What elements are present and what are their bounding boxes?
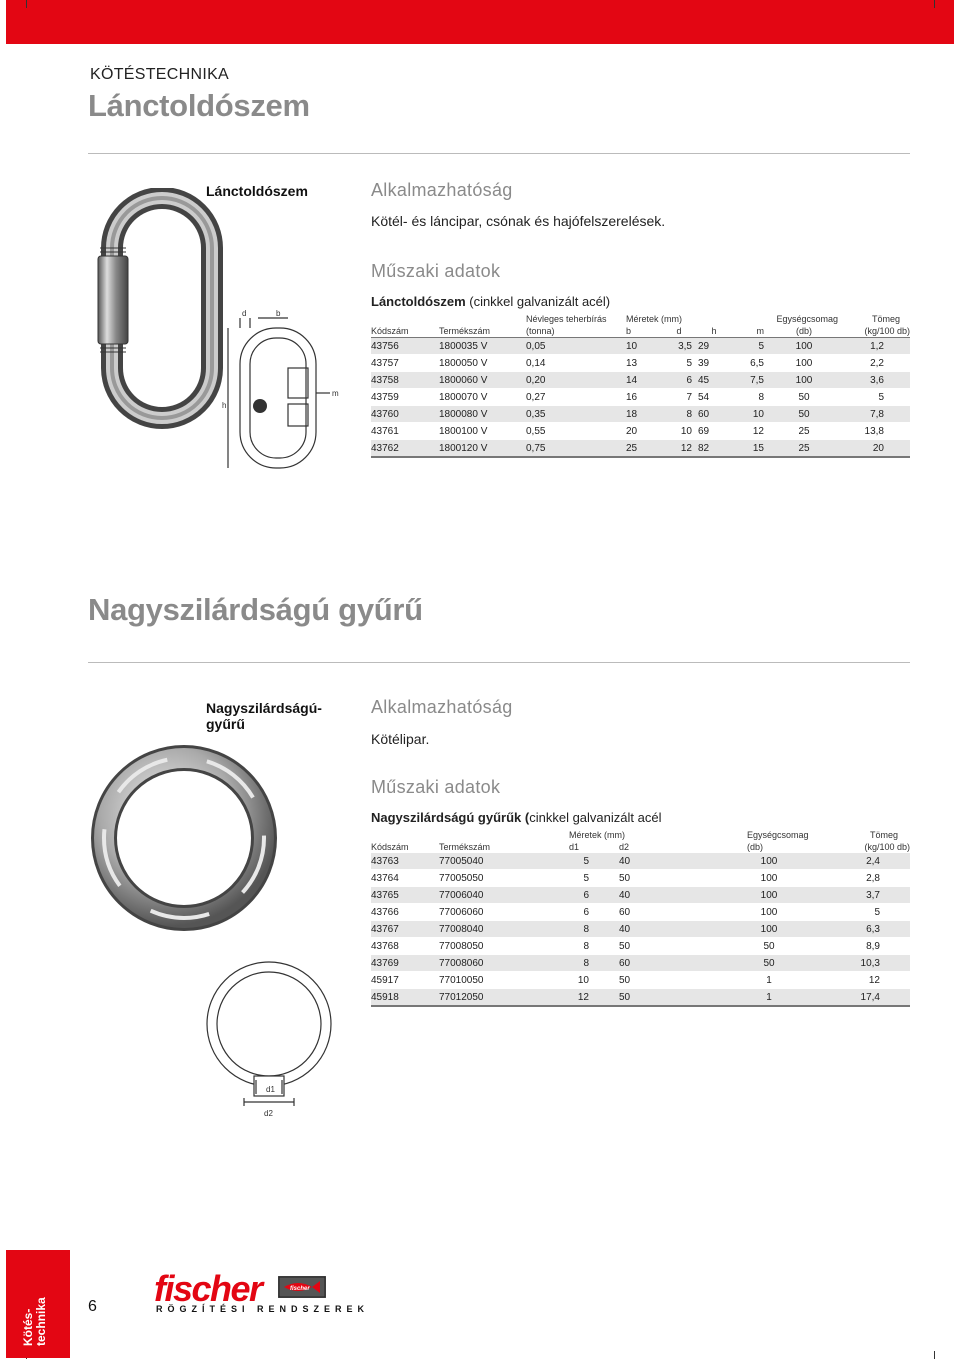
cell-d: 7 (660, 389, 698, 406)
header-cell: h (711, 326, 717, 336)
header-pack: Egységcsomag (776, 314, 838, 324)
table-row (371, 989, 910, 1007)
cell-pack: 100 (770, 355, 838, 372)
cell-weight: 10,3 (827, 955, 910, 972)
cell-weight: 3,6 (838, 372, 910, 389)
cell-capacity: 0,75 (526, 440, 626, 458)
cell-code: 43760 (371, 406, 439, 423)
cell-d: 5 (660, 355, 698, 372)
cell-weight: 1,2 (838, 338, 910, 355)
section2-tech-heading: Műszaki adatok (371, 777, 501, 797)
cell-d2: 50 (619, 938, 747, 955)
cell-d2: 60 (619, 955, 747, 972)
cell-d: 12 (660, 440, 698, 458)
table-row (371, 887, 910, 904)
cell-pack: 100 (747, 904, 827, 921)
quick-link-illustration (90, 188, 350, 478)
cell-pack: 50 (747, 955, 827, 972)
chapter-tab-line1: Kötés- (21, 1308, 35, 1346)
header-cell: (db) (795, 326, 812, 336)
table-row (371, 853, 910, 870)
table-row (371, 406, 910, 423)
cell-d2: 40 (619, 853, 747, 870)
diagram-label-d2: d2 (264, 1109, 273, 1118)
cell-product: 77005040 (439, 853, 569, 870)
cell-code: 43757 (371, 355, 439, 372)
cell-m: 8 (730, 389, 770, 406)
cell-d2: 50 (619, 972, 747, 989)
header-weight: Tömeg (871, 314, 900, 324)
caption-bold: Lánctoldószem (371, 294, 466, 309)
section1-side-label: Lánctoldószem (206, 183, 308, 199)
cell-h: 82 (698, 440, 730, 458)
table-row (371, 972, 910, 989)
cell-code: 43761 (371, 423, 439, 440)
cell-pack: 1 (747, 989, 827, 1007)
header-weight: Tömeg (869, 830, 898, 840)
section2-application-text: Kötélipar. (371, 731, 430, 747)
table-row (371, 338, 910, 355)
section2-side-label (206, 700, 322, 732)
ring-illustration (86, 740, 356, 1120)
diagram-label-m: m (332, 389, 339, 398)
cell-pack: 100 (770, 372, 838, 389)
cell-b: 10 (626, 338, 660, 355)
cell-product: 77006040 (439, 887, 569, 904)
cell-h: 39 (698, 355, 730, 372)
header-cell: (db) (747, 842, 764, 852)
cell-weight: 17,4 (827, 989, 910, 1007)
table-row (371, 355, 910, 372)
table-row (371, 870, 910, 887)
cell-d2: 40 (619, 921, 747, 938)
cell-weight: 20 (838, 440, 910, 458)
cell-h: 60 (698, 406, 730, 423)
cell-weight: 5 (827, 904, 910, 921)
section2-table (371, 829, 910, 1007)
cell-pack: 100 (747, 921, 827, 938)
cell-h: 29 (698, 338, 730, 355)
cell-d1: 8 (569, 921, 619, 938)
cell-weight: 5 (838, 389, 910, 406)
cell-m: 10 (730, 406, 770, 423)
top-red-bar (6, 0, 954, 44)
cell-weight: 12 (827, 972, 910, 989)
cell-code: 43756 (371, 338, 439, 355)
cell-weight: 3,7 (827, 887, 910, 904)
cell-code: 45918 (371, 989, 439, 1007)
section1-table (371, 313, 910, 458)
cell-b: 20 (626, 423, 660, 440)
category-label: KÖTÉSTECHNIKA (90, 66, 230, 83)
cell-product: 77006060 (439, 904, 569, 921)
cell-product: 77008050 (439, 938, 569, 955)
cell-weight: 6,3 (827, 921, 910, 938)
caption-rest: (cinkkel galvanizált acél) (465, 294, 611, 309)
cell-pack: 50 (770, 406, 838, 423)
fischer-logo: fischer (154, 1268, 262, 1309)
cell-b: 18 (626, 406, 660, 423)
cell-pack: 100 (770, 338, 838, 355)
header-nominal: Névleges teherbírás (526, 314, 607, 324)
section1-application-text: Kötél- és láncipar, csónak és hajófelszerelések. (371, 213, 666, 229)
cell-code: 43759 (371, 389, 439, 406)
cell-product: 1800100 V (439, 423, 526, 440)
logo-mark-text: fischer (290, 1286, 310, 1292)
cell-d2: 50 (619, 989, 747, 1007)
caption-rest: cinkkel galvanizált acél (529, 810, 662, 825)
cell-m: 7,5 (730, 372, 770, 389)
header-dims: Méretek (mm) (626, 314, 682, 324)
header-cell: m (756, 326, 764, 336)
table-row (371, 921, 910, 938)
cell-pack: 50 (747, 938, 827, 955)
cell-d1: 12 (569, 989, 619, 1007)
cell-product: 77010050 (439, 972, 569, 989)
cell-d: 8 (660, 406, 698, 423)
cell-capacity: 0,20 (526, 372, 626, 389)
header-cell: b (626, 326, 632, 336)
logo-tagline: RÖGZÍTÉSI RENDSZEREK (156, 1304, 370, 1314)
cell-code: 45917 (371, 972, 439, 989)
table-row (371, 440, 910, 458)
cell-product: 1800080 V (439, 406, 526, 423)
diagram-label-d: d (242, 309, 247, 318)
header-pack: Egységcsomag (747, 830, 809, 840)
section1-tech-heading: Műszaki adatok (371, 261, 501, 281)
cell-product: 1800050 V (439, 355, 526, 372)
cell-d1: 10 (569, 972, 619, 989)
cell-b: 25 (626, 440, 660, 458)
cell-code: 43764 (371, 870, 439, 887)
cell-pack: 50 (770, 389, 838, 406)
section1-application-heading: Alkalmazhatóság (371, 180, 513, 200)
header-cell: Kódszám (371, 326, 409, 336)
cell-d1: 6 (569, 887, 619, 904)
cell-h: 69 (698, 423, 730, 440)
cell-m: 5 (730, 338, 770, 355)
cell-b: 16 (626, 389, 660, 406)
crop-mark (934, 1351, 935, 1359)
cell-product: 77008060 (439, 955, 569, 972)
fischer-logo-mark (278, 1276, 326, 1298)
side-label-line2: gyűrű (206, 716, 245, 732)
fish-icon (278, 1276, 326, 1298)
crop-mark (26, 0, 27, 8)
section1-table-caption (371, 294, 610, 309)
cell-d: 6 (660, 372, 698, 389)
header-cell: Kódszám (371, 842, 409, 852)
header-cell: d1 (569, 842, 580, 852)
section2-title: Nagyszilárdságú gyűrű (88, 592, 423, 627)
page-number: 6 (88, 1298, 97, 1315)
header-cell: Termékszám (439, 326, 491, 336)
section2-table-caption (371, 810, 661, 825)
header-dims: Méretek (mm) (569, 830, 625, 840)
header-cell: (tonna) (526, 326, 555, 336)
chapter-tab-line2: technika (34, 1297, 48, 1346)
cell-weight: 2,8 (827, 870, 910, 887)
header-cell: (kg/100 db) (864, 842, 910, 852)
cell-d1: 5 (569, 853, 619, 870)
cell-pack: 1 (747, 972, 827, 989)
cell-code: 43763 (371, 853, 439, 870)
cell-product: 1800120 V (439, 440, 526, 458)
cell-code: 43769 (371, 955, 439, 972)
cell-capacity: 0,27 (526, 389, 626, 406)
cell-pack: 100 (747, 887, 827, 904)
side-label-line1: Nagyszilárdságú- (206, 700, 322, 716)
cell-code: 43762 (371, 440, 439, 458)
cell-product: 77012050 (439, 989, 569, 1007)
crop-mark (934, 0, 935, 8)
table-row (371, 372, 910, 389)
header-cell: d (676, 326, 682, 336)
chapter-tab-text (22, 1262, 56, 1346)
cell-product: 1800035 V (439, 338, 526, 355)
cell-pack: 100 (747, 870, 827, 887)
cell-code: 43765 (371, 887, 439, 904)
cell-code: 43767 (371, 921, 439, 938)
cell-weight: 8,9 (827, 938, 910, 955)
header-cell: (kg/100 db) (864, 326, 910, 336)
cell-capacity: 0,05 (526, 338, 626, 355)
title-divider (88, 153, 910, 154)
cell-d2: 40 (619, 887, 747, 904)
cell-capacity: 0,55 (526, 423, 626, 440)
cell-capacity: 0,35 (526, 406, 626, 423)
header-cell: Termékszám (439, 842, 491, 852)
table-row (371, 938, 910, 955)
cell-d: 10 (660, 423, 698, 440)
table-row (371, 389, 910, 406)
cell-weight: 7,8 (838, 406, 910, 423)
diagram-label-d1: d1 (266, 1085, 275, 1094)
table-row (371, 955, 910, 972)
cell-b: 13 (626, 355, 660, 372)
cell-product: 1800060 V (439, 372, 526, 389)
header-cell: d2 (619, 842, 630, 852)
cell-d1: 8 (569, 938, 619, 955)
cell-code: 43766 (371, 904, 439, 921)
cell-code: 43768 (371, 938, 439, 955)
diagram-label-h: h (222, 401, 227, 410)
cell-h: 45 (698, 372, 730, 389)
cell-pack: 100 (747, 853, 827, 870)
cell-d2: 50 (619, 870, 747, 887)
caption-bold: Nagyszilárdságú gyűrűk ( (371, 810, 530, 825)
cell-weight: 2,4 (827, 853, 910, 870)
cell-d2: 60 (619, 904, 747, 921)
cell-weight: 13,8 (838, 423, 910, 440)
cell-product: 77008040 (439, 921, 569, 938)
cell-d1: 6 (569, 904, 619, 921)
cell-b: 14 (626, 372, 660, 389)
cell-pack: 25 (770, 440, 838, 458)
cell-product: 1800070 V (439, 389, 526, 406)
cell-d1: 8 (569, 955, 619, 972)
cell-m: 12 (730, 423, 770, 440)
section2-divider (88, 662, 910, 663)
diagram-label-b: b (276, 309, 281, 318)
cell-code: 43758 (371, 372, 439, 389)
table-row (371, 423, 910, 440)
page-title: Lánctoldószem (88, 88, 310, 123)
cell-product: 77005050 (439, 870, 569, 887)
cell-d1: 5 (569, 870, 619, 887)
cell-m: 6,5 (730, 355, 770, 372)
section2-application-heading: Alkalmazhatóság (371, 697, 513, 717)
table-row (371, 904, 910, 921)
cell-pack: 25 (770, 423, 838, 440)
cell-m: 15 (730, 440, 770, 458)
cell-weight: 2,2 (838, 355, 910, 372)
cell-h: 54 (698, 389, 730, 406)
cell-d: 3,5 (660, 338, 698, 355)
cell-capacity: 0,14 (526, 355, 626, 372)
